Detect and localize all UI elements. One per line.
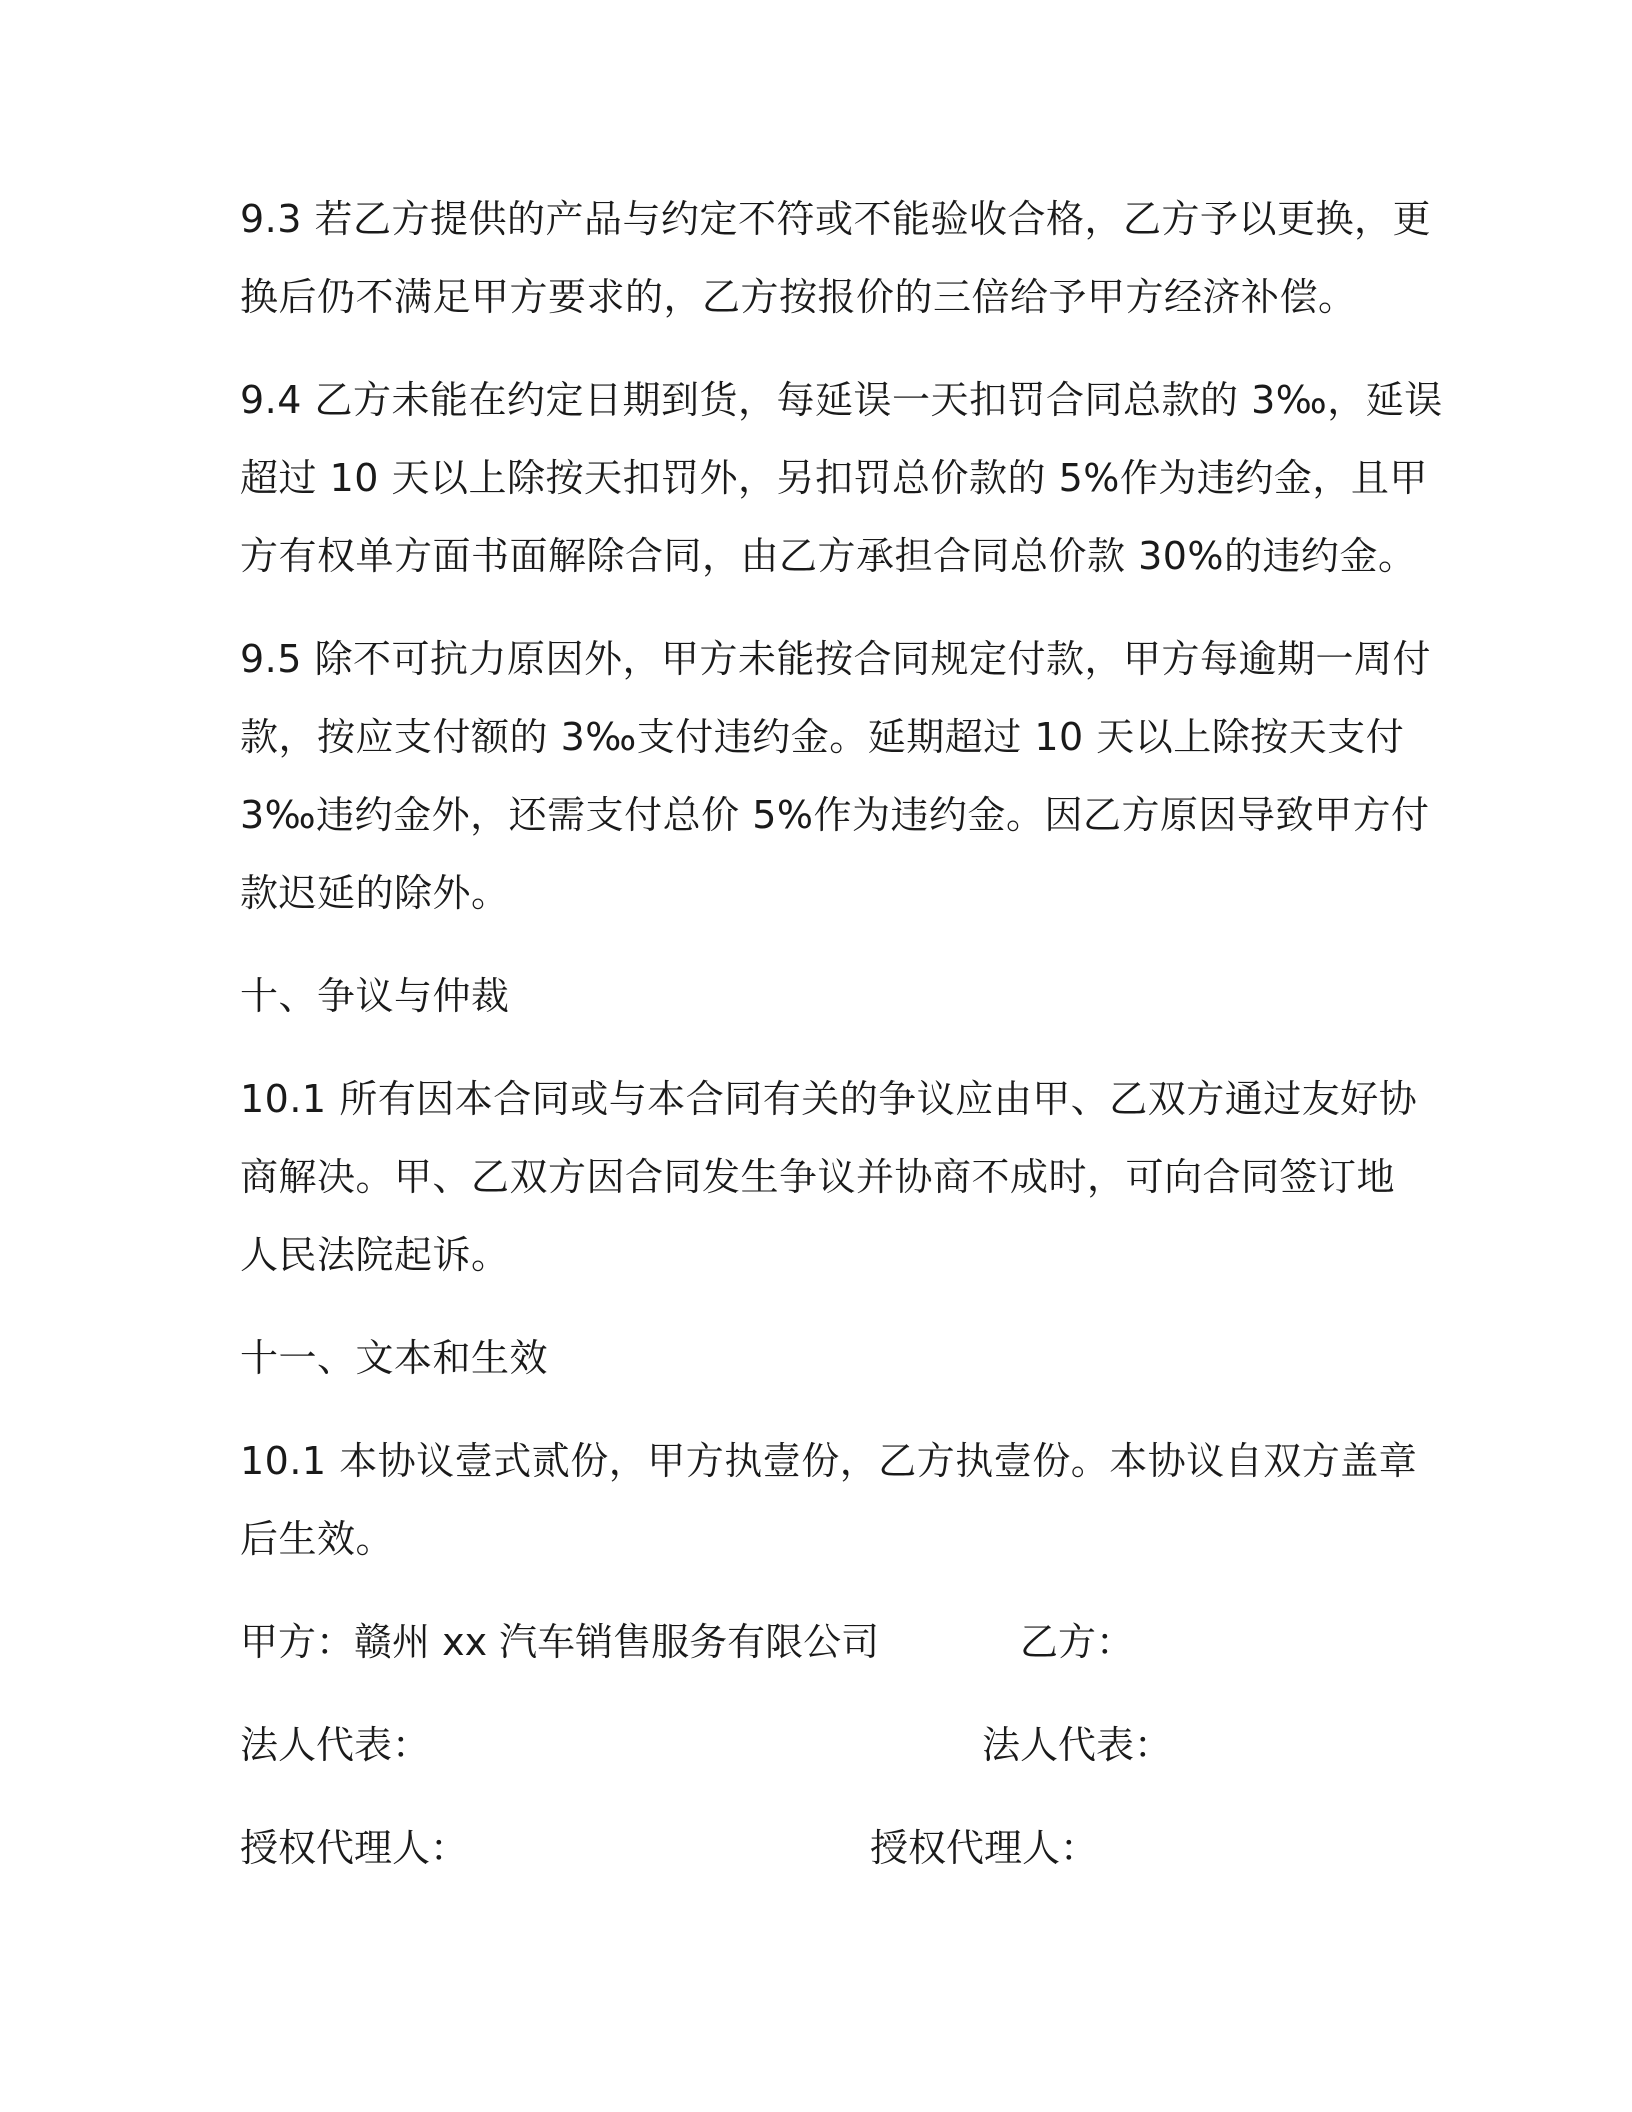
- text-line: 人民法院起诉。: [240, 1233, 510, 1277]
- clause-10-1-effectiveness: [240, 1422, 1418, 1578]
- text-line: 换后仍不满足甲方要求的，乙方按报价的三倍给予甲方经济补偿。: [240, 275, 1357, 319]
- clause-9-3: [240, 180, 1432, 336]
- clause-10-1-dispute: [240, 1060, 1418, 1294]
- text-line: 超过 10 天以上除按天扣罚外，另扣罚总价款的 5%作为违约金，且甲: [240, 456, 1428, 500]
- party-b-label: 乙方：: [1020, 1620, 1135, 1664]
- party-a-label: 甲方：赣州 xx 汽车销售服务有限公司: [240, 1620, 880, 1664]
- text-line: 9.5 除不可抗力原因外，甲方未能按合同规定付款，甲方每逾期一周付: [240, 637, 1432, 681]
- text-line: 9.3 若乙方提供的产品与约定不符或不能验收合格，乙方予以更换，更: [240, 197, 1432, 241]
- clause-9-5: [240, 620, 1432, 932]
- text-line: 款迟延的除外。: [240, 871, 510, 915]
- legal-rep-a-label: 法人代表：: [240, 1723, 431, 1767]
- section-heading-effectiveness: 十一、文本和生效: [240, 1336, 549, 1380]
- text-line: 3‰违约金外，还需支付总价 5%作为违约金。因乙方原因导致甲方付: [240, 793, 1430, 837]
- text-line: 商解决。甲、乙双方因合同发生争议并协商不成时，可向合同签订地: [240, 1155, 1396, 1199]
- text-line: 10.1 本协议壹式贰份，甲方执壹份，乙方执壹份。本协议自双方盖章: [240, 1439, 1418, 1483]
- text-line: 方有权单方面书面解除合同，由乙方承担合同总价款 30%的违约金。: [240, 534, 1417, 578]
- text-line: 9.4 乙方未能在约定日期到货，每延误一天扣罚合同总款的 3‰，延误: [240, 378, 1443, 422]
- clause-9-4: [240, 361, 1443, 595]
- legal-rep-b-label: 法人代表：: [982, 1723, 1173, 1767]
- section-heading-dispute: 十、争议与仲裁: [240, 974, 510, 1018]
- text-line: 后生效。: [240, 1517, 395, 1561]
- text-line: 10.1 所有因本合同或与本合同有关的争议应由甲、乙双方通过友好协: [240, 1077, 1418, 1121]
- signature-row-legal-rep: [240, 1706, 1400, 1784]
- agent-b-label: 授权代理人：: [870, 1826, 1099, 1870]
- agent-a-label: 授权代理人：: [240, 1826, 469, 1870]
- signature-row-party: [240, 1603, 1400, 1681]
- signature-row-agent: [240, 1809, 1400, 1887]
- text-line: 款，按应支付额的 3‰支付违约金。延期超过 10 天以上除按天支付: [240, 715, 1405, 759]
- document-body: [240, 180, 1443, 1912]
